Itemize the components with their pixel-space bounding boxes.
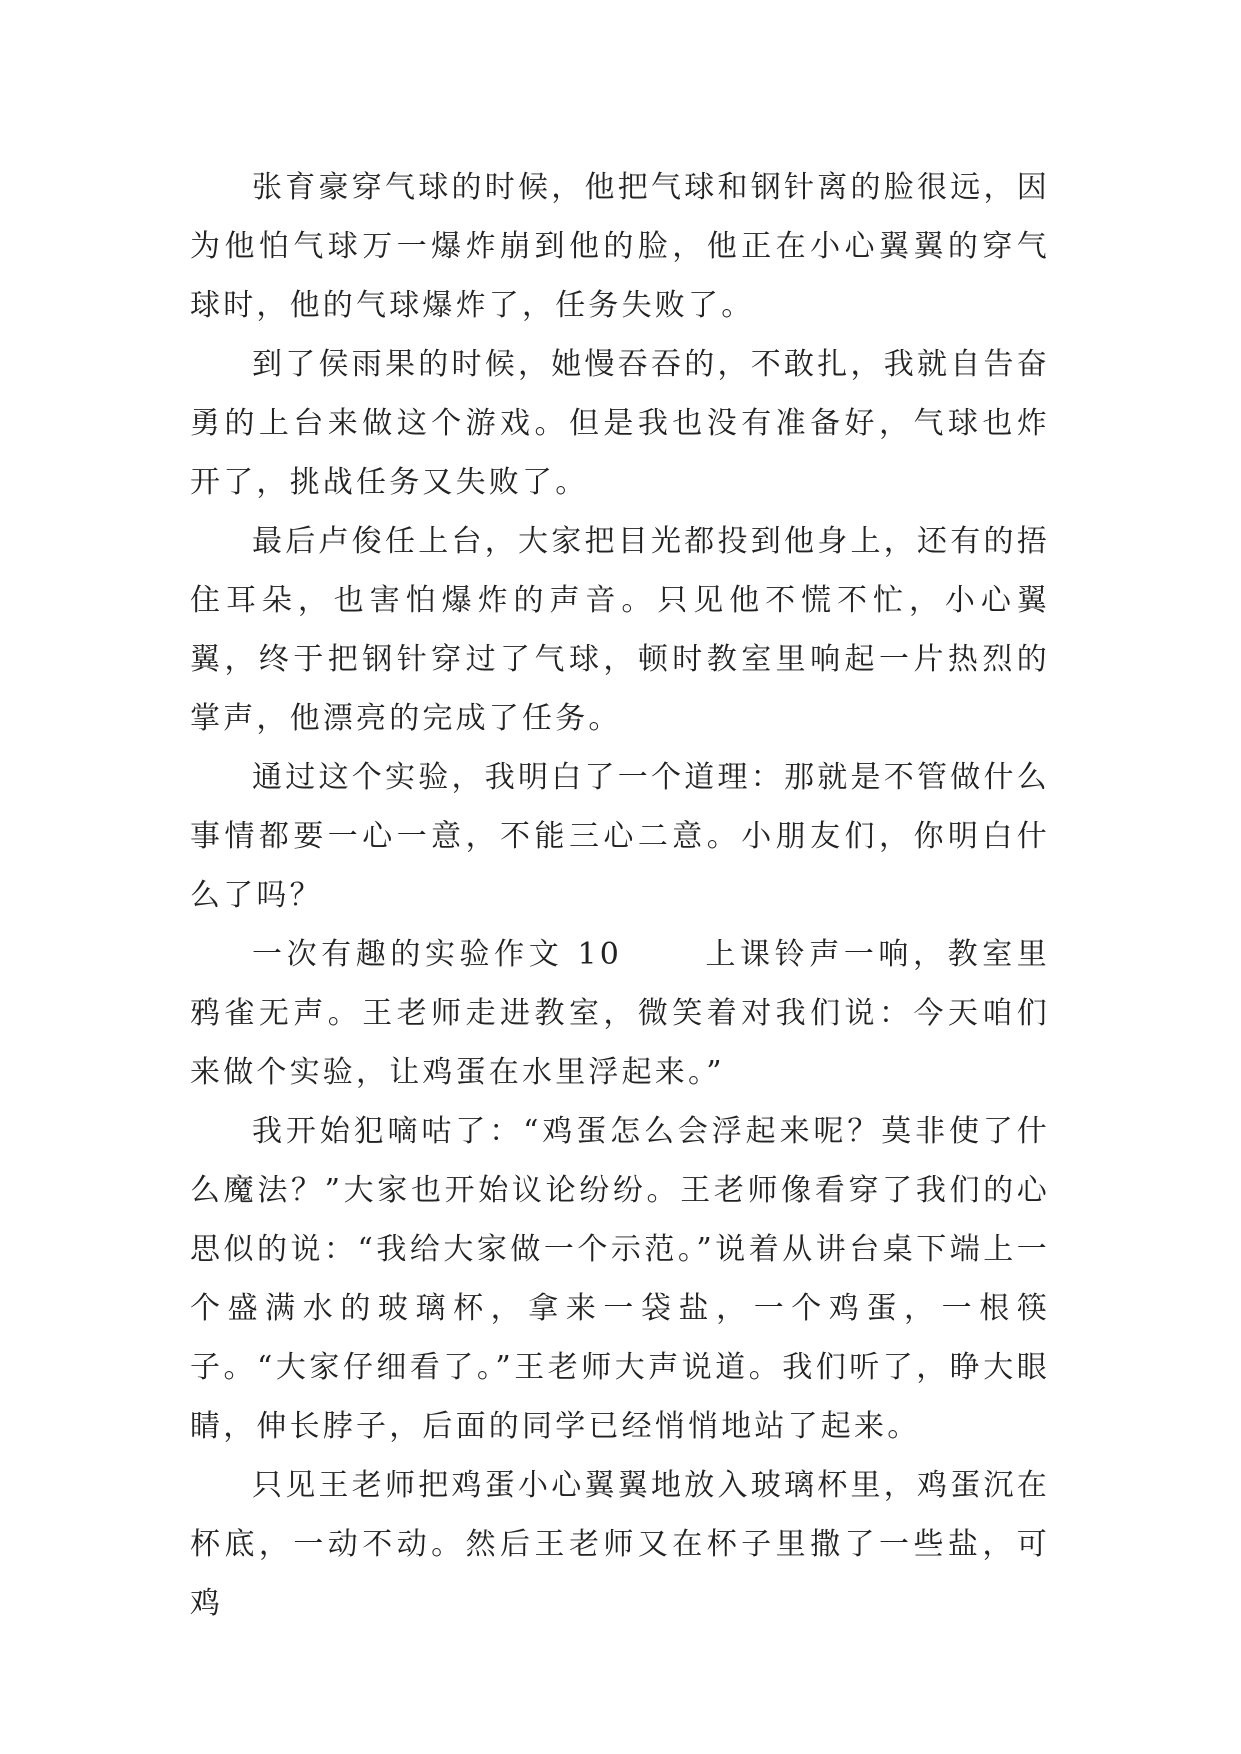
paragraph-5 (190, 925, 1050, 1102)
essay-title: 一次有趣的实验作文 10 (252, 937, 623, 972)
paragraph-1 (190, 158, 1050, 335)
paragraph-1-text: 张育豪穿气球的时候，他把气球和钢针离的脸很远，因为他怕气球万一爆炸崩到他的脸，他正在小心翼翼的穿气球时，他的气球爆炸了，任务失败了。 (190, 170, 1050, 323)
paragraph-4 (190, 748, 1050, 925)
paragraph-3-text: 最后卢俊任上台，大家把目光都投到他身上，还有的捂住耳朵，也害怕爆炸的声音。只见他不慌不忙，小心翼翼，终于把钢针穿过了气球，顿时教室里响起一片热烈的掌声，他漂亮的完成了任务。 (190, 524, 1050, 736)
paragraph-3 (190, 512, 1050, 748)
paragraph-5-text: 上课铃声一响，教室里鸦雀无声。王老师走进教室，微笑着对我们说：今天咱们来做个实验，让鸡蛋在水里浮起来。” (190, 937, 1050, 1090)
paragraph-4-text: 通过这个实验，我明白了一个道理：那就是不管做什么事情都要一心一意，不能三心二意。小朋友们，你明白什么了吗？ (190, 760, 1050, 913)
paragraph-7-text: 只见王老师把鸡蛋小心翼翼地放入玻璃杯里，鸡蛋沉在杯底，一动不动。然后王老师又在杯子里撒了一些盐，可鸡 (190, 1468, 1050, 1621)
paragraph-7 (190, 1456, 1050, 1633)
document-body (190, 158, 1050, 1633)
paragraph-2-text: 到了侯雨果的时候，她慢吞吞的，不敢扎，我就自告奋勇的上台来做这个游戏。但是我也没有准备好，气球也炸开了，挑战任务又失败了。 (190, 347, 1050, 500)
paragraph-6 (190, 1102, 1050, 1456)
paragraph-6-text: 我开始犯嘀咕了：“鸡蛋怎么会浮起来呢？莫非使了什么魔法？”大家也开始议论纷纷。王老师像看穿了我们的心思似的说：“我给大家做一个示范。”说着从讲台桌下端上一个盛满水的玻璃杯，拿来一袋盐，一个鸡蛋，一根筷子。“大家仔细看了。”王老师大声说道。我们听了，睁大眼睛，伸长脖子，后面的同学已经悄悄地站了起来。 (190, 1114, 1050, 1444)
paragraph-2 (190, 335, 1050, 512)
